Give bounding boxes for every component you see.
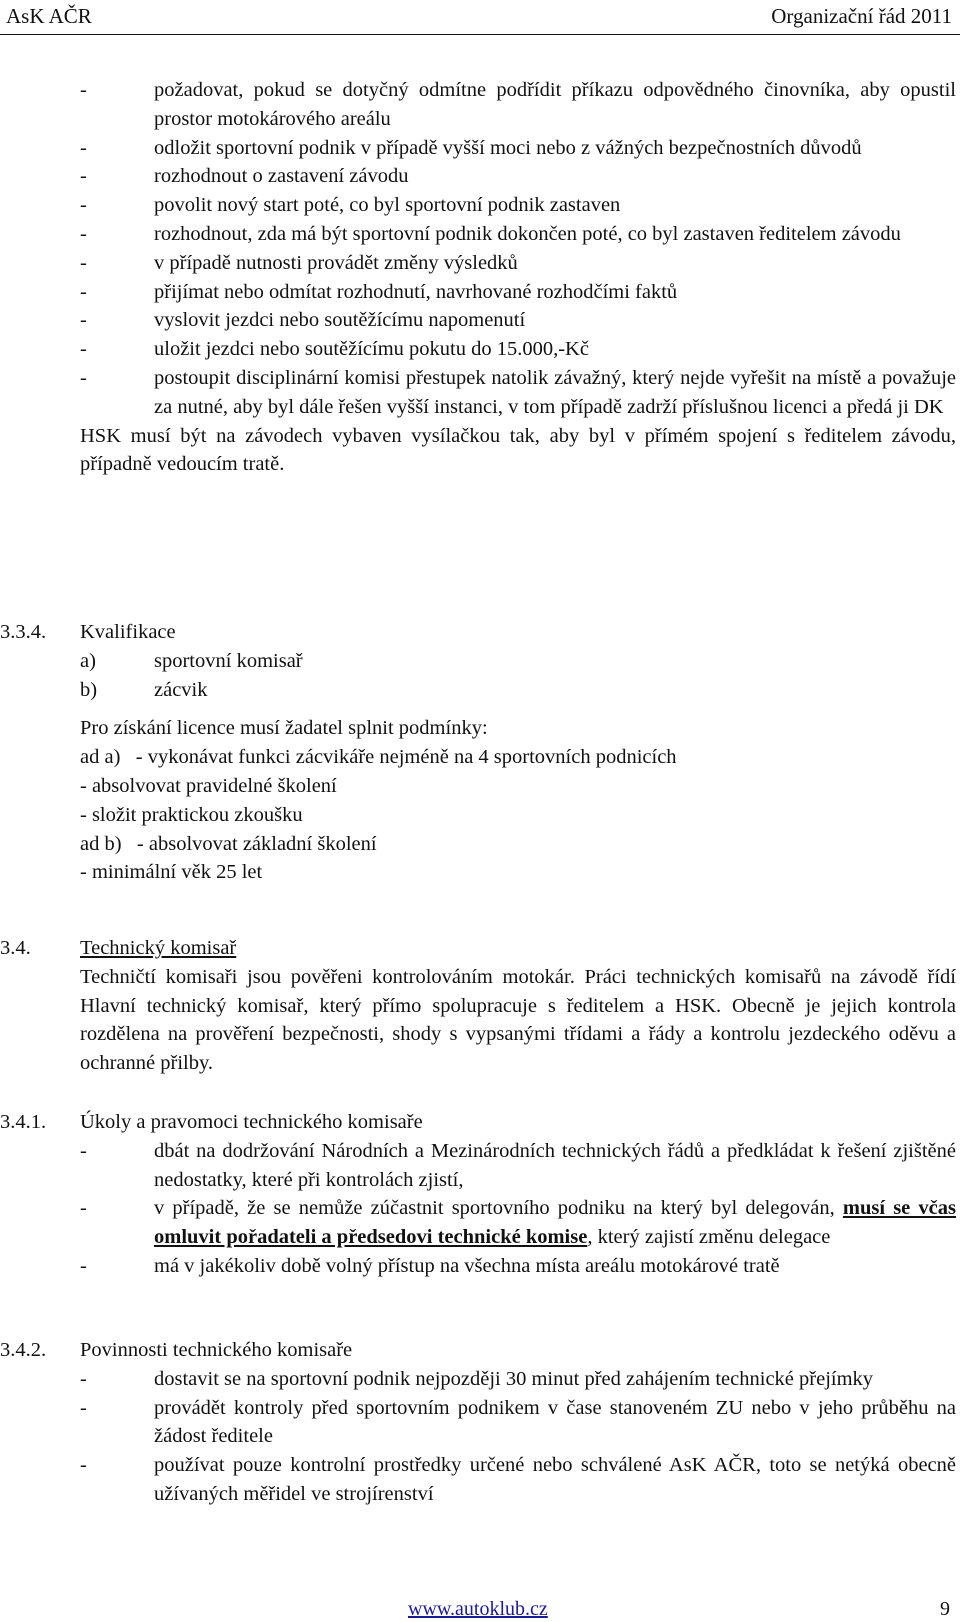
section-number: 3.4. <box>0 937 31 959</box>
list-item <box>80 1394 956 1452</box>
list-item-text: rozhodnout o zastavení závodu <box>154 165 409 188</box>
dash-bullet: - <box>80 194 87 217</box>
list-item <box>80 1365 956 1394</box>
page-header <box>0 0 960 35</box>
section-title: Úkoly a pravomoci technického komisaře <box>80 1111 423 1133</box>
dash-bullet: - <box>80 79 87 101</box>
dash-bullet: - <box>80 1254 87 1277</box>
dash-bullet: - <box>80 165 87 188</box>
list-item-text: požadovat, pokud se dotyčný odmítne podřídit příkazu odpovědného činovníka, aby opustil prostor motokárového areálu <box>154 79 956 130</box>
dash-bullet: - <box>80 136 87 159</box>
list-item <box>80 134 956 163</box>
list-item <box>80 1137 956 1195</box>
dash-bullet: - <box>80 309 87 332</box>
list-item-text: používat pouze kontrolní prostředky určené nebo schválené AsK AČR, toto se netýká obecně užívaných měřidel ve strojírenství <box>154 1454 956 1505</box>
dash-bullet: - <box>80 222 87 245</box>
licence-line: - minimální věk 25 let <box>80 861 263 884</box>
item-label: b) <box>80 678 98 701</box>
qual-item-b <box>80 676 956 705</box>
item-text: sportovní komisař <box>154 649 303 672</box>
section-3-4-1 <box>0 1108 957 1281</box>
list-item-text: dbát na dodržování Národních a Mezinárodních technických řádů a předkládat k řešení zjištěné nedostatky, které při kontrolách zjistí, <box>154 1139 956 1191</box>
header-doc-title: Organizační řád 2011 <box>771 4 952 28</box>
list-item-text: odložit sportovní podnik v případě vyšší moci nebo z vážných bezpečnostních důvodů <box>154 136 862 159</box>
list-item <box>80 162 956 191</box>
dash-bullet: - <box>80 1139 87 1162</box>
list-item-text: přijímat nebo odmítat rozhodnutí, navrhované rozhodčími faktů <box>154 280 678 303</box>
list-item-text: v případě, že se nemůže zúčastnit sportovního podniku na který byl delegován, <box>154 1197 835 1220</box>
item-label: a) <box>80 649 96 672</box>
licence-line: ad b) - absolvovat základní školení <box>80 832 377 855</box>
section-number: 3.4.2. <box>0 1339 47 1361</box>
dash-bullet: - <box>80 251 87 274</box>
list-item-text: rozhodnout, zda má být sportovní podnik dokončen poté, co byl zastaven ředitelem závodu <box>154 222 901 245</box>
qual-item-a <box>80 647 956 676</box>
section-title: Kvalifikace <box>80 621 176 643</box>
section-title: Technický komisař <box>80 937 237 959</box>
list-item <box>80 249 956 278</box>
header-org: AsK AČR <box>6 4 92 28</box>
licence-line: - složit praktickou zkoušku <box>80 803 303 826</box>
authority-list <box>80 76 956 479</box>
dash-bullet: - <box>80 1396 87 1419</box>
list-item-text: uložit jezdci nebo soutěžícímu pokutu do 15.000,-Kč <box>154 338 589 361</box>
dash-bullet: - <box>80 338 87 361</box>
licence-line: - absolvovat pravidelné školení <box>80 774 337 797</box>
list-item <box>80 1252 956 1281</box>
list-item-text: provádět kontroly před sportovním podnikem v čase stanoveném ZU nebo v jeho průběhu na žádost ředitele <box>154 1396 956 1448</box>
list-item-text: , který zajistí změnu delegace <box>587 1226 831 1249</box>
list-item <box>80 1451 956 1509</box>
list-item-text: dostavit se na sportovní podnik nejpozději 30 minut před zahájením technické přejímky <box>154 1367 874 1390</box>
list-item <box>80 364 956 422</box>
list-item <box>80 1194 956 1252</box>
dash-bullet: - <box>80 280 87 303</box>
list-item <box>80 191 956 220</box>
section-3-3-4 <box>0 618 956 887</box>
list-item-text: povolit nový start poté, co byl sportovní podnik zastaven <box>154 194 621 217</box>
hsk-paragraph: HSK musí být na závodech vybaven vysílačkou tak, aby byl v přímém spojení s ředitelem závodu, případně vedoucím tratě. <box>80 424 956 476</box>
dash-bullet: - <box>80 1454 87 1477</box>
section-3-4 <box>0 934 956 1078</box>
section-title: Povinnosti technického komisaře <box>80 1339 353 1361</box>
footer-website-link[interactable]: www.autoklub.cz <box>408 1598 548 1620</box>
list-item <box>80 278 956 307</box>
dash-bullet: - <box>80 366 87 389</box>
section-number: 3.4.1. <box>0 1111 47 1133</box>
list-item-text: vyslovit jezdci nebo soutěžícímu napomenutí <box>154 309 526 332</box>
dash-bullet: - <box>80 1197 87 1220</box>
list-item-text: postoupit disciplinární komisi přestupek natolik závažný, který nejde vyřešit na místě a považuje za nutné, aby byl dále řešen vyšší instanci, v tom případě zadrží příslušnou licenci a předá ji DK <box>154 366 956 418</box>
list-item <box>80 335 956 364</box>
item-text: zácvik <box>154 678 208 701</box>
dash-bullet: - <box>80 1367 87 1390</box>
section-number: 3.3.4. <box>0 621 47 643</box>
licence-line: ad a) - vykonávat funkci zácvikáře nejméně na 4 sportovních podnicích <box>80 746 677 769</box>
list-item-text: má v jakékoliv době volný přístup na všechna místa areálu motokárové tratě <box>154 1254 780 1277</box>
list-item <box>80 306 956 335</box>
section-3-4-2 <box>0 1336 956 1509</box>
list-item <box>80 76 956 134</box>
page-number: 9 <box>940 1598 950 1620</box>
licence-intro: Pro získání licence musí žadatel splnit podmínky: <box>80 717 488 740</box>
list-item <box>80 220 956 249</box>
list-item-text: v případě nutnosti provádět změny výsledků <box>154 251 518 274</box>
emphasis-text: musí se včas omluvit pořadateli a předsedovi technické komise <box>154 1197 957 1249</box>
section-paragraph: Techničtí komisaři jsou pověřeni kontrolováním motokár. Práci technických komisařů na závodě řídí Hlavní technický komisař, který přímo spolupracuje s ředitelem a HSK. Obecně je jejich kontrola rozdělena na prověření bezpečnosti, shody s vypsanými třídami a řády a kontrolu jezdeckého oděvu a ochranné přilby. <box>80 965 956 1075</box>
